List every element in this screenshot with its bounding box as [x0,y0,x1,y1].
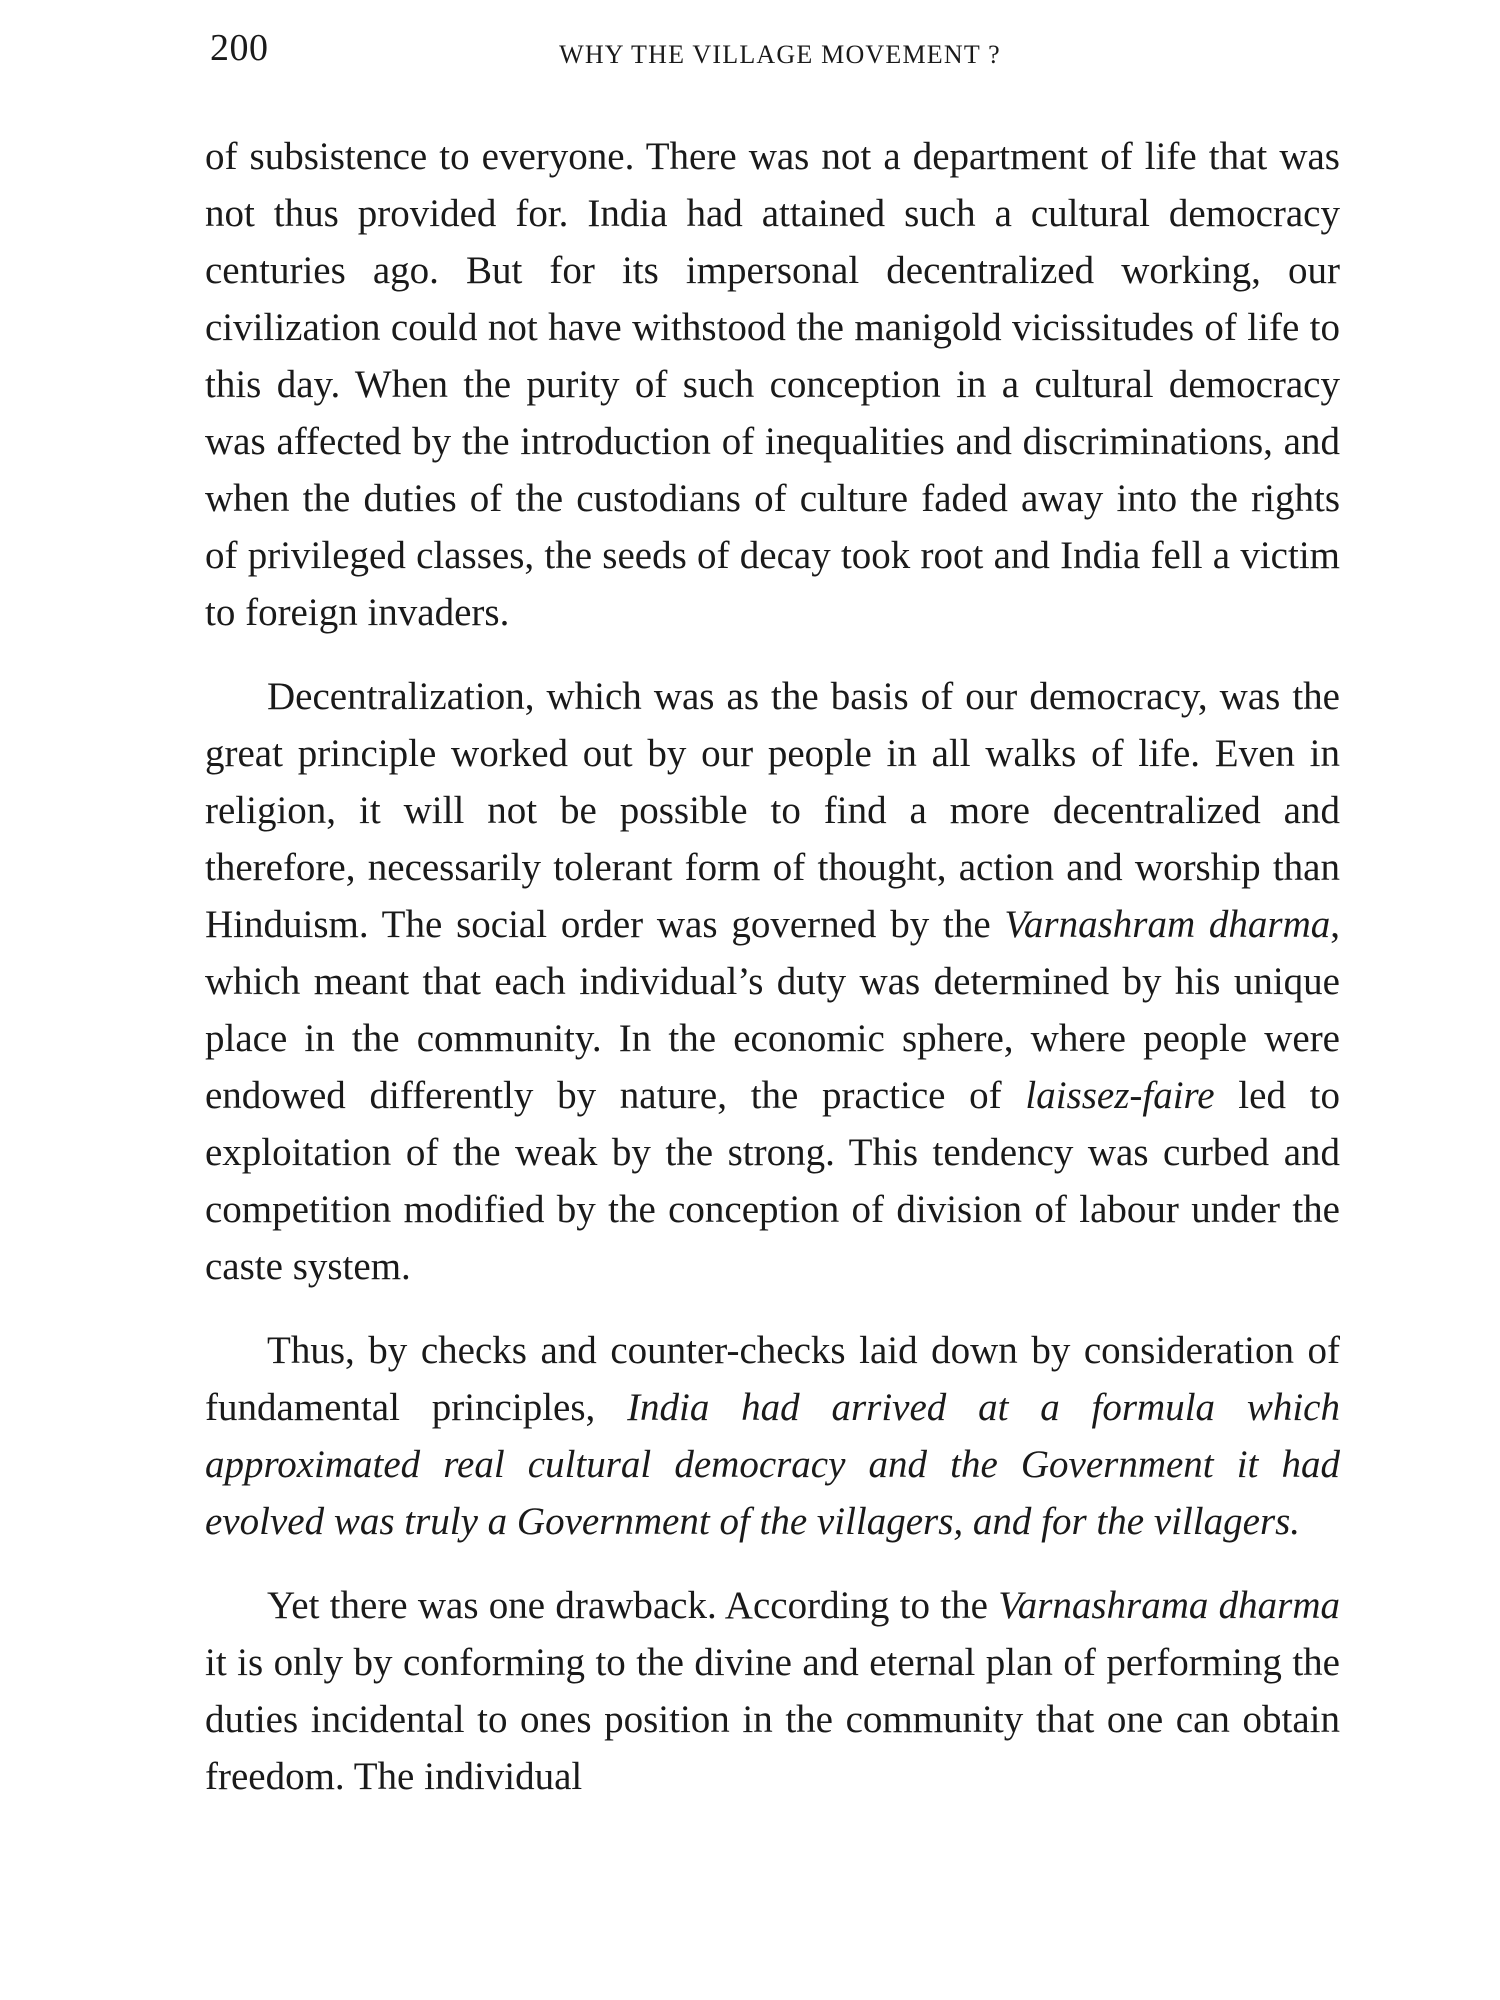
paragraph-4 [205,1577,1340,1805]
paragraph-4-text-a: Yet there was one drawback. According to the [267,1584,999,1627]
paragraph-2 [205,668,1340,1295]
paragraph-3-italic-passage: India had arrived at a formula which approximated real cultural democracy and the Government it had evolved was truly a Government of the villagers, and for the villagers. [205,1386,1340,1543]
paragraph-1: of subsistence to everyone. There was not a department of life that was not thus provided for. India had attained such a cultural democracy centuries ago. But for its impersonal decentralized working, our civilization could not have withstood the manigold vicissitudes of life to this day. When the purity of such conception in a cultural democracy was affected by the introduction of inequalities and discriminations, and when the duties of the custodians of culture faded away into the rights of privileged classes, the seeds of decay took root and India fell a victim to foreign invaders. [205,135,1340,634]
paragraph-3 [205,1322,1340,1550]
paragraph-2-text-e: led to exploitation of the weak by the strong. This tendency was curbed and competition modified by the conception of division of labour under the caste system. [205,1074,1340,1288]
page-number: 200 [210,27,269,69]
paragraph-2-italic-term-1: Varnashram dharma [1004,903,1331,946]
paragraph-2-text-c: , which meant that each individual’s duty was determined by his unique place in the community. In the economic sphere, where people were endowed differently by nature, the practice of [205,903,1340,1117]
paragraph-3-text-a: Thus, by checks and counter-checks laid down by consideration of fundamental principles, [205,1329,1340,1429]
running-head: WHY THE VILLAGE MOVEMENT ? [559,40,1001,69]
page-header [210,26,1350,86]
paragraph-4-text-c: it is only by conforming to the divine and eternal plan of performing the duties incidental to ones position in the community that one can obtain freedom. The individual [205,1641,1340,1798]
body-text [205,128,1340,1805]
paragraph-4-italic-term: Varnashrama dharma [998,1584,1340,1627]
paragraph-2-text-a: Decentralization, which was as the basis of our democracy, was the great principle worked out by our people in all walks of life. Even in religion, it will not be possible to find a more decentralized and therefore, necessarily tolerant form of thought, action and worship than Hinduism. The social order was governed by the [205,675,1340,946]
paragraph-2-italic-term-2: laissez-faire [1025,1074,1215,1117]
